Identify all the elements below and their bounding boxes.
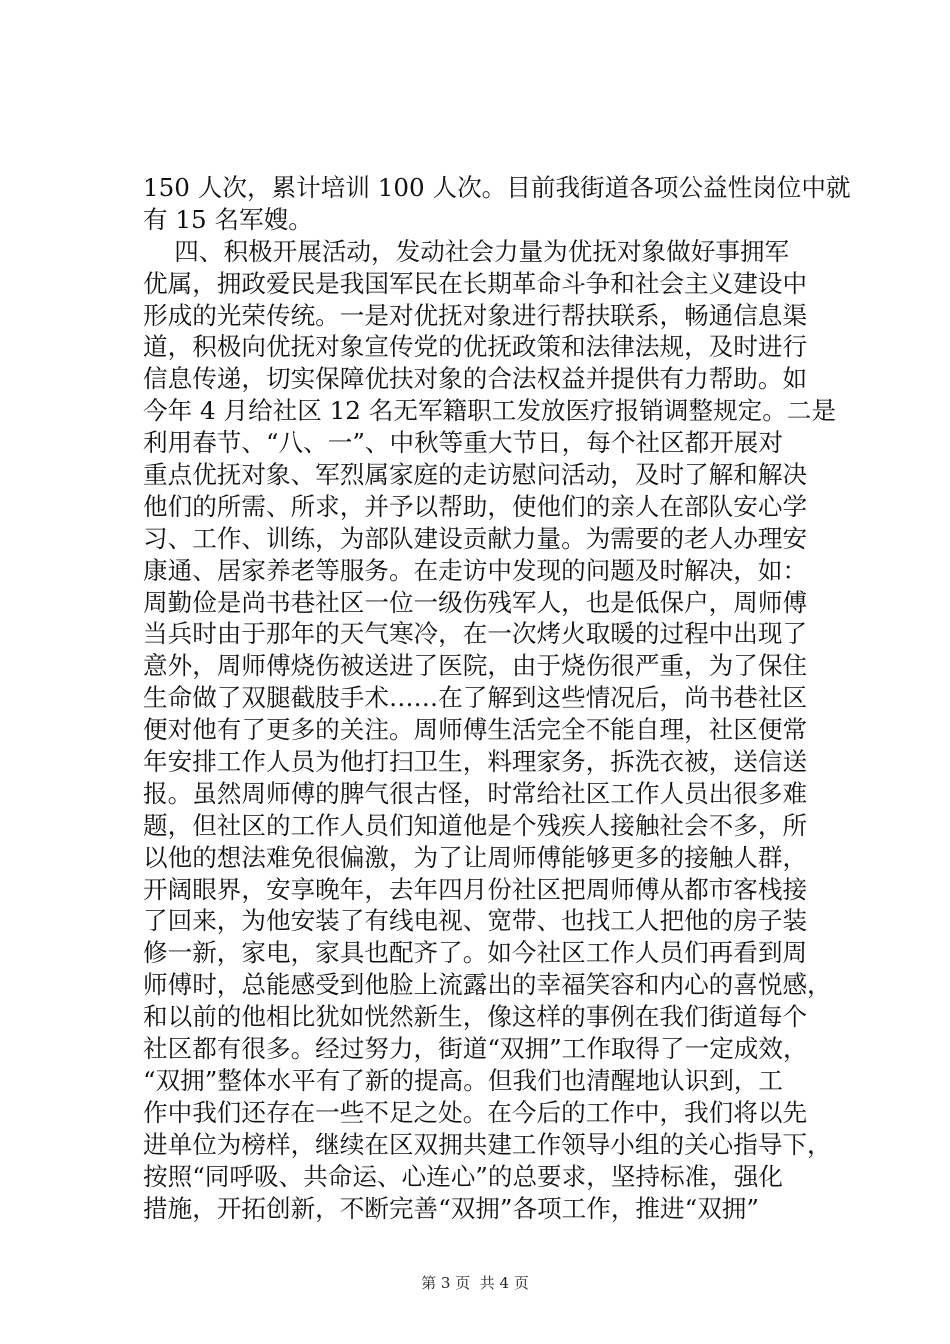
text-line: 150 人次，累计培训 100 人次。目前我街道各项公益性岗位中就	[143, 173, 851, 202]
text-line: 有 15 名军嫂。	[143, 204, 313, 234]
text-line: 作中我们还存在一些不足之处。在今后的工作中，我们将以先	[143, 1097, 808, 1127]
text-line: 修一新，家电，家具也配齐了。如今社区工作人员们再看到周	[143, 938, 808, 968]
text-line: 措施，开拓创新，不断完善“双拥”各项工作，推进“双拥”	[143, 1193, 759, 1223]
text-line: 优属，拥政爱民是我国军民在长期革命斗争和社会主义建设中	[143, 268, 808, 298]
text-line: 意外，周师傅烧伤被送进了医院，由于烧伤很严重，为了保住	[143, 651, 808, 681]
text-line: 重点优抚对象、军烈属家庭的走访慰问活动，及时了解和解决	[143, 460, 808, 490]
text-line: 开阔眼界，安享晚年，去年四月份社区把周师傅从都市客栈接	[143, 874, 808, 904]
text-line: 今年 4 月给社区 12 名无军籍职工发放医疗报销调整规定。二是	[143, 396, 837, 426]
text-line: 师傅时，总能感受到他脸上流露出的幸福笑容和内心的喜悦感，	[143, 970, 832, 1000]
text-line: “双拥”整体水平有了新的提高。但我们也清醒地认识到，工	[143, 1065, 783, 1095]
text-line: 康通、居家养老等服务。在走访中发现的问题及时解决，如：	[143, 555, 808, 585]
text-line: 以他的想法难免很偏激，为了让周师傅能够更多的接触人群，	[143, 842, 808, 872]
text-line: 道，积极向优抚对象宣传党的优抚政策和法律法规，及时进行	[143, 332, 808, 362]
page-number-footer: 第 3 页 共 4 页	[421, 1274, 529, 1292]
text-line: 信息传递，切实保障优扶对象的合法权益并提供有力帮助。如	[143, 364, 808, 394]
text-line: 形成的光荣传统。一是对优抚对象进行帮扶联系，畅通信息渠	[143, 300, 808, 330]
text-line: 社区都有很多。经过努力，街道“双拥”工作取得了一定成效，	[143, 1034, 808, 1064]
text-line: 便对他有了更多的关注。周师傅生活完全不能自理，社区便常	[143, 715, 808, 745]
text-line: 他们的所需、所求，并予以帮助，使他们的亲人在部队安心学	[143, 491, 808, 521]
text-line: 题，但社区的工作人员们知道他是个残疾人接触社会不多，所	[143, 810, 808, 840]
text-line: 生命做了双腿截肢手术……在了解到这些情况后，尚书巷社区	[143, 683, 808, 713]
text-line: 了回来，为他安装了有线电视、宽带、也找工人把他的房子装	[143, 906, 808, 936]
text-line: 四、积极开展活动，发动社会力量为优抚对象做好事拥军	[143, 236, 790, 266]
text-line: 按照“同呼吸、共命运、心连心”的总要求，坚持标准，强化	[143, 1161, 783, 1191]
text-line: 和以前的他相比犹如恍然新生，像这样的事例在我们街道每个	[143, 1002, 808, 1032]
text-line: 周勤俭是尚书巷社区一位一级伤残军人，也是低保户，周师傅	[143, 587, 808, 617]
text-line: 利用春节、“八、一”、中秋等重大节日，每个社区都开展对	[143, 428, 783, 458]
text-line: 报。虽然周师傅的脾气很古怪，时常给社区工作人员出很多难	[143, 778, 808, 808]
text-line: 进单位为榜样，继续在区双拥共建工作领导小组的关心指导下，	[143, 1129, 832, 1159]
body-text	[143, 172, 851, 1224]
text-line: 习、工作、训练，为部队建设贡献力量。为需要的老人办理安	[143, 523, 808, 553]
text-line: 年安排工作人员为他打扫卫生，料理家务，拆洗衣被，送信送	[143, 747, 808, 777]
text-line: 当兵时由于那年的天气寒冷，在一次烤火取暖的过程中出现了	[143, 619, 808, 649]
